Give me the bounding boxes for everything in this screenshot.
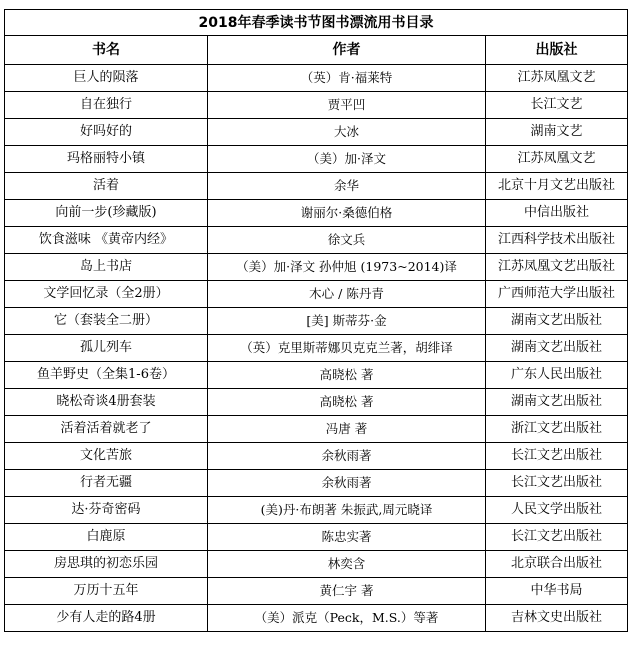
table-row [5,551,628,578]
table-row [5,146,628,173]
table-row [5,335,628,362]
publisher-cell: 广东人民出版社 [486,362,628,389]
title-row [5,10,628,36]
author-cell: 冯唐 著 [208,416,486,443]
book-title-cell: 它（套装全二册） [5,308,208,335]
publisher-cell: 浙江文艺出版社 [486,416,628,443]
header-book: 书名 [5,36,208,65]
booklist-table [4,9,628,632]
book-title-cell: 饮食滋味 《黄帝内经》 [5,227,208,254]
author-cell: （美）派克（Peck，M.S.）等著 [208,605,486,632]
publisher-cell: 长江文艺出版社 [486,443,628,470]
table-row [5,92,628,119]
author-cell: 高晓松 著 [208,389,486,416]
book-title-cell: 活着 [5,173,208,200]
table-row [5,443,628,470]
table-row [5,281,628,308]
publisher-cell: 长江文艺 [486,92,628,119]
header-row [5,36,628,65]
author-cell: 余秋雨著 [208,470,486,497]
table-row [5,173,628,200]
booklist-sheet [4,9,627,632]
author-cell: （美）加·泽文 孙仲旭 (1973~2014)译 [208,254,486,281]
author-cell: 大冰 [208,119,486,146]
book-title-cell: 孤儿列车 [5,335,208,362]
publisher-cell: 湖南文艺出版社 [486,335,628,362]
table-row [5,227,628,254]
publisher-cell: 江苏凤凰文艺出版社 [486,254,628,281]
author-cell: 高晓松 著 [208,362,486,389]
book-title-cell: 晓松奇谈4册套装 [5,389,208,416]
table-row [5,470,628,497]
table-row [5,524,628,551]
publisher-cell: 湖南文艺出版社 [486,389,628,416]
publisher-cell: 中华书局 [486,578,628,605]
table-row [5,308,628,335]
author-cell: [美] 斯蒂芬·金 [208,308,486,335]
publisher-cell: 湖南文艺出版社 [486,308,628,335]
author-cell: 贾平凹 [208,92,486,119]
book-title-cell: 房思琪的初恋乐园 [5,551,208,578]
author-cell: (美)丹·布朗著 朱振武,周元晓译 [208,497,486,524]
book-title-cell: 行者无疆 [5,470,208,497]
table-row [5,254,628,281]
book-title-cell: 达·芬奇密码 [5,497,208,524]
book-title-cell: 白鹿原 [5,524,208,551]
book-title-cell: 鱼羊野史（全集1-6卷） [5,362,208,389]
author-cell: 谢丽尔·桑德伯格 [208,200,486,227]
author-cell: （英）克里斯蒂娜贝克克兰著，胡绯译 [208,335,486,362]
table-row [5,389,628,416]
author-cell: （美）加·泽文 [208,146,486,173]
table-row [5,497,628,524]
book-title-cell: 万历十五年 [5,578,208,605]
publisher-cell: 江苏凤凰文艺 [486,146,628,173]
table-row [5,416,628,443]
publisher-cell: 人民文学出版社 [486,497,628,524]
book-title-cell: 活着活着就老了 [5,416,208,443]
book-title-cell: 文学回忆录（全2册） [5,281,208,308]
author-cell: 陈忠实著 [208,524,486,551]
table-row [5,119,628,146]
book-title-cell: 巨人的陨落 [5,65,208,92]
author-cell: 余秋雨著 [208,443,486,470]
author-cell: （英）肯·福莱特 [208,65,486,92]
publisher-cell: 北京十月文艺出版社 [486,173,628,200]
table-row [5,200,628,227]
table-row [5,65,628,92]
publisher-cell: 江西科学技术出版社 [486,227,628,254]
book-title-cell: 少有人走的路4册 [5,605,208,632]
book-title-cell: 好吗好的 [5,119,208,146]
author-cell: 余华 [208,173,486,200]
table-row [5,578,628,605]
publisher-cell: 中信出版社 [486,200,628,227]
publisher-cell: 北京联合出版社 [486,551,628,578]
book-title-cell: 文化苦旅 [5,443,208,470]
book-title-cell: 岛上书店 [5,254,208,281]
book-title-cell: 自在独行 [5,92,208,119]
author-cell: 黄仁宇 著 [208,578,486,605]
publisher-cell: 湖南文艺 [486,119,628,146]
publisher-cell: 长江文艺出版社 [486,470,628,497]
header-publisher: 出版社 [486,36,628,65]
publisher-cell: 广西师范大学出版社 [486,281,628,308]
publisher-cell: 吉林文史出版社 [486,605,628,632]
publisher-cell: 长江文艺出版社 [486,524,628,551]
table-row [5,605,628,632]
author-cell: 林奕含 [208,551,486,578]
publisher-cell: 江苏凤凰文艺 [486,65,628,92]
header-author: 作者 [208,36,486,65]
author-cell: 木心 / 陈丹青 [208,281,486,308]
table-title: 2018年春季读书节图书漂流用书目录 [5,10,628,36]
table-row [5,362,628,389]
book-title-cell: 玛格丽特小镇 [5,146,208,173]
author-cell: 徐文兵 [208,227,486,254]
book-title-cell: 向前一步(珍藏版) [5,200,208,227]
